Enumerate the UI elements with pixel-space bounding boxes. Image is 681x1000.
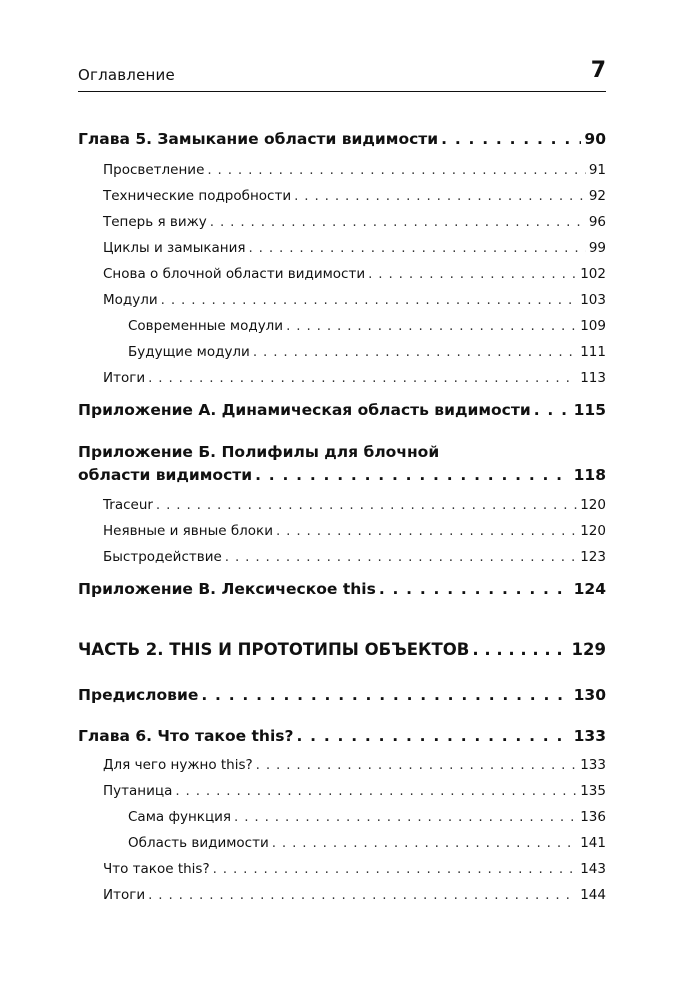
toc-entry-page: 129 — [571, 640, 606, 659]
toc-entry-title: Быстродействие — [103, 549, 222, 565]
toc-entry-appendix-b[interactable] — [78, 466, 606, 484]
toc-entry-appendix-c[interactable] — [78, 580, 606, 598]
toc-entry-title: Traceur — [103, 497, 153, 513]
toc-entry-page: 130 — [573, 686, 606, 704]
toc-entry[interactable] — [78, 292, 606, 308]
toc-leader-dots — [253, 344, 577, 360]
toc-leader-dots — [148, 370, 577, 386]
toc-entry-page: 144 — [580, 887, 606, 903]
toc-entry[interactable] — [78, 214, 606, 230]
toc-leader-dots — [534, 401, 571, 419]
toc-entry-page: 103 — [580, 292, 606, 308]
toc-entry[interactable] — [78, 809, 606, 825]
toc-leader-dots — [272, 835, 577, 851]
toc-leader-dots — [201, 686, 570, 704]
toc-entry[interactable] — [78, 266, 606, 282]
toc-entry[interactable] — [78, 188, 606, 204]
toc-entry-title: ЧАСТЬ 2. THIS И ПРОТОТИПЫ ОБЪЕКТОВ — [78, 640, 470, 659]
toc-entry-chapter-6[interactable] — [78, 727, 606, 745]
header-divider — [78, 91, 606, 92]
toc-entry-page: 124 — [573, 580, 606, 598]
toc-leader-dots — [213, 861, 578, 877]
toc-leader-dots — [175, 783, 577, 799]
toc-entry-page: 120 — [580, 497, 606, 513]
toc-entry-title: Современные модули — [128, 318, 284, 334]
toc-entry-page: 133 — [580, 757, 606, 773]
toc-entry[interactable] — [78, 887, 606, 903]
toc-leader-dots — [296, 727, 570, 745]
toc-entry[interactable] — [78, 523, 606, 539]
toc-entry-appendix-b-line-1[interactable]: Приложение Б. Полифилы для блочной — [78, 443, 440, 461]
toc-entry-page: 143 — [580, 861, 606, 877]
toc-entry[interactable] — [78, 783, 606, 799]
toc-entry-page: 141 — [580, 835, 606, 851]
toc-entry-title: Для чего нужно this? — [103, 757, 253, 773]
toc-entry-page: 99 — [588, 240, 606, 256]
toc-entry-title: Глава 5. Замыкание области видимости — [78, 130, 439, 148]
toc-entry-title: Циклы и замыкания — [103, 240, 246, 256]
toc-entry-title: Приложение А. Динамическая область видимости — [78, 401, 531, 419]
toc-entry-title: Будущие модули — [128, 344, 250, 360]
toc-leader-dots — [256, 757, 578, 773]
toc-entry-page: 113 — [580, 370, 606, 386]
toc-leader-dots — [225, 549, 577, 565]
toc-leader-dots — [368, 266, 577, 282]
toc-leader-dots — [234, 809, 577, 825]
toc-leader-dots — [441, 130, 581, 148]
toc-entry[interactable] — [78, 861, 606, 877]
toc-entry-page: 111 — [580, 344, 606, 360]
toc-entry-title: Область видимости — [128, 835, 269, 851]
toc-entry-page: 123 — [580, 549, 606, 565]
toc-entry-title: Приложение В. Лексическое this — [78, 580, 376, 598]
toc-entry-title: Что такое this? — [103, 861, 210, 877]
toc-entry-page: 133 — [573, 727, 606, 745]
toc-entry[interactable] — [78, 240, 606, 256]
toc-leader-dots — [249, 240, 586, 256]
toc-entry-title: Теперь я вижу — [103, 214, 207, 230]
toc-entry-page: 109 — [580, 318, 606, 334]
toc-entry-title: Путаница — [103, 783, 173, 799]
toc-entry-title: Сама функция — [128, 809, 232, 825]
toc-entry-chapter-5[interactable] — [78, 130, 606, 148]
toc-entry-title: Глава 6. Что такое this? — [78, 727, 294, 745]
toc-entry-page: 115 — [573, 401, 606, 419]
toc-entry-page: 136 — [580, 809, 606, 825]
toc-leader-dots — [255, 466, 571, 484]
page-number: 7 — [590, 58, 606, 83]
toc-entry-title: области видимости — [78, 466, 253, 484]
toc-leader-dots — [156, 497, 577, 513]
toc-leader-dots — [148, 887, 577, 903]
toc-entry-title: Неявные и явные блоки — [103, 523, 273, 539]
toc-leader-dots — [161, 292, 578, 308]
toc-entry-title: Модули — [103, 292, 158, 308]
toc-entry[interactable] — [78, 344, 606, 360]
toc-entry-page: 90 — [584, 130, 606, 148]
toc-leader-dots — [207, 162, 585, 178]
toc-entry-page: 102 — [580, 266, 606, 282]
toc-entry-title: Снова о блочной области видимости — [103, 266, 366, 282]
toc-entry-title: Технические подробности — [103, 188, 292, 204]
running-header-title: Оглавление — [78, 66, 175, 84]
toc-entry[interactable] — [78, 497, 606, 513]
toc-entry-foreword[interactable] — [78, 686, 606, 704]
toc-entry-page: 96 — [588, 214, 606, 230]
toc-entry-page: 91 — [588, 162, 606, 178]
toc-leader-dots — [294, 188, 586, 204]
toc-leader-dots — [472, 640, 568, 659]
toc-entry-page: 118 — [573, 466, 606, 484]
toc-entry[interactable] — [78, 835, 606, 851]
toc-entry[interactable] — [78, 318, 606, 334]
toc-entry-page: 120 — [580, 523, 606, 539]
toc-entry[interactable] — [78, 162, 606, 178]
toc-entry-part-2[interactable] — [78, 640, 606, 659]
toc-entry-appendix-a[interactable] — [78, 401, 606, 419]
toc-entry[interactable] — [78, 549, 606, 565]
toc-entry-title: Просветление — [103, 162, 205, 178]
toc-leader-dots — [286, 318, 577, 334]
toc-leader-dots — [276, 523, 577, 539]
toc-entry-title: Итоги — [103, 370, 146, 386]
toc-leader-dots — [379, 580, 571, 598]
toc-entry-title: Предисловие — [78, 686, 199, 704]
toc-leader-dots — [210, 214, 586, 230]
toc-entry-title: Итоги — [103, 887, 146, 903]
toc-entry[interactable] — [78, 370, 606, 386]
toc-entry-page: 92 — [588, 188, 606, 204]
toc-entry-page: 135 — [580, 783, 606, 799]
toc-entry[interactable] — [78, 757, 606, 773]
